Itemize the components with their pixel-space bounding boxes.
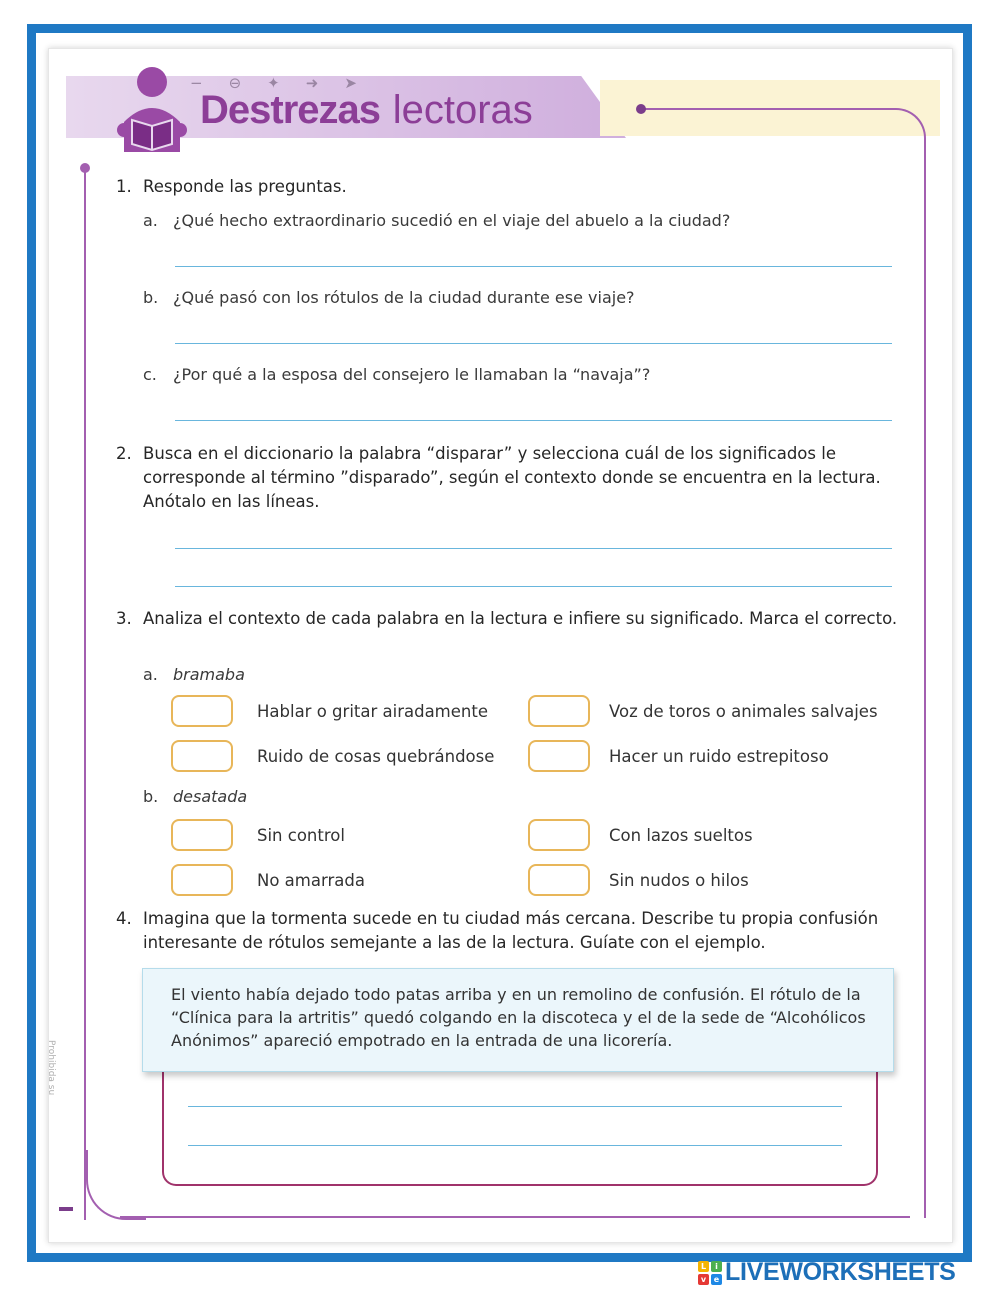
question-4	[116, 907, 906, 955]
header-rule	[641, 108, 886, 110]
answer-line-1a[interactable]	[175, 266, 892, 267]
title-light: lectoras	[392, 88, 533, 132]
option-label: Sin control	[257, 826, 345, 845]
side-note: Prohibida su	[46, 1040, 56, 1096]
back-arrow-icon[interactable]: ✦	[267, 74, 280, 92]
liveworksheets-logo	[698, 1258, 956, 1287]
question-number: 2.	[116, 444, 132, 463]
forward-arrow-icon[interactable]: ➜	[305, 74, 319, 92]
left-mark	[59, 1207, 73, 1211]
item-word: desatada	[173, 787, 248, 806]
question-3	[116, 607, 906, 631]
option-checkbox[interactable]	[171, 695, 233, 727]
question-1b	[143, 287, 635, 309]
option-label: Sin nudos o hilos	[609, 871, 749, 890]
option-label: Voz de toros o animales salvajes	[609, 702, 878, 721]
option-label: Ruido de cosas quebrándose	[257, 747, 495, 766]
answer-line-2a[interactable]	[175, 548, 892, 549]
option-label: Hablar o gritar airadamente	[257, 702, 488, 721]
left-border-dot	[80, 163, 90, 173]
option-label: Hacer un ruido estrepitoso	[609, 747, 829, 766]
logo-mark	[698, 1261, 722, 1285]
item-text: ¿Qué pasó con los rótulos de la ciudad durante ese viaje?	[173, 288, 635, 307]
item-letter: b.	[143, 787, 159, 806]
logo-tile: L	[698, 1261, 709, 1272]
question-1	[116, 175, 906, 199]
logo-tile: v	[698, 1274, 709, 1285]
item-letter: c.	[143, 365, 157, 384]
minus-icon[interactable]: −	[190, 74, 203, 92]
item-letter: b.	[143, 288, 159, 307]
question-number: 4.	[116, 909, 132, 928]
option-checkbox[interactable]	[528, 819, 590, 851]
option-checkbox[interactable]	[171, 819, 233, 851]
option-checkbox[interactable]	[171, 864, 233, 896]
question-3b	[143, 786, 247, 808]
item-letter: a.	[143, 211, 158, 230]
example-box	[142, 968, 894, 1072]
question-2	[116, 442, 906, 514]
question-1a	[143, 210, 730, 232]
title-bold: Destrezas	[200, 88, 381, 132]
question-text: Responde las preguntas.	[143, 177, 347, 196]
question-text: Busca en el diccionario la palabra “disparar” y selecciona cuál de los significados le corresponde al término ”disparado”, según el contexto donde se encuentra en la lectura. Anótalo en las líneas.	[143, 444, 881, 511]
answer-line-2b[interactable]	[175, 586, 892, 587]
question-1c	[143, 364, 650, 386]
answer-line-1c[interactable]	[175, 420, 892, 421]
reader-icon	[112, 64, 192, 160]
option-checkbox[interactable]	[528, 740, 590, 772]
cursor-icon[interactable]: ➤	[344, 74, 357, 92]
question-3a	[143, 664, 245, 686]
option-checkbox[interactable]	[528, 864, 590, 896]
logo-tile: i	[711, 1261, 722, 1272]
bottom-border	[120, 1216, 910, 1218]
item-word: bramaba	[173, 665, 245, 684]
question-text: Imagina que la tormenta sucede en tu ciudad más cercana. Describe tu propia confusión interesante de rótulos semejante a las de la lectura. Guíate con el ejemplo.	[143, 909, 879, 952]
left-border	[84, 168, 86, 1220]
header-rule-dot	[636, 104, 646, 114]
option-checkbox[interactable]	[528, 695, 590, 727]
option-checkbox[interactable]	[171, 740, 233, 772]
write-line-1[interactable]	[188, 1106, 842, 1107]
question-number: 1.	[116, 177, 132, 196]
item-letter: a.	[143, 665, 158, 684]
item-text: ¿Por qué a la esposa del consejero le llamaban la “navaja”?	[173, 365, 651, 384]
zoom-icon[interactable]: ⊖	[228, 74, 242, 92]
answer-line-1b[interactable]	[175, 343, 892, 344]
logo-text: LIVEWORKSHEETS	[725, 1258, 956, 1286]
example-text: El viento había dejado todo patas arriba y en un remolino de confusión. El rótulo de la “Clínica para la artritis” quedó colgando en la discoteca y el de la sede de “Alcohólicos Anónimos” apareció empotrado en la entrada de una licorería.	[171, 985, 866, 1050]
option-label: Con lazos sueltos	[609, 826, 753, 845]
option-label: No amarrada	[257, 871, 365, 890]
logo-tile: e	[711, 1274, 722, 1285]
page-title	[200, 88, 533, 132]
write-line-2[interactable]	[188, 1145, 842, 1146]
question-number: 3.	[116, 609, 132, 628]
item-text: ¿Qué hecho extraordinario sucedió en el viaje del abuelo a la ciudad?	[173, 211, 731, 230]
writing-area[interactable]	[162, 1068, 878, 1186]
question-text: Analiza el contexto de cada palabra en la lectura e infiere su significado. Marca el correcto.	[143, 609, 898, 628]
